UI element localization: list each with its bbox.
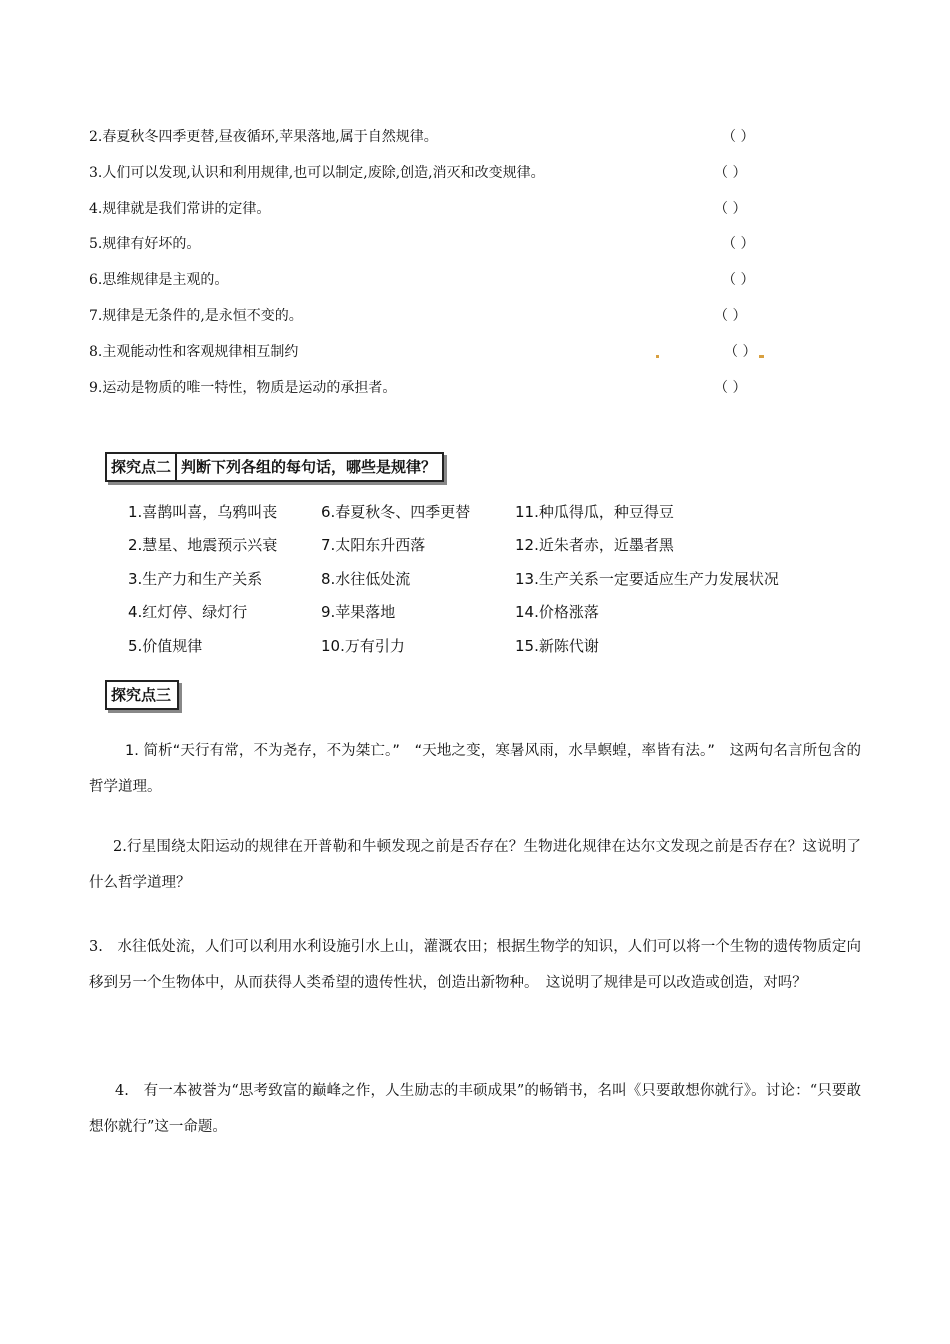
question-2: 2.行星围绕太阳运动的规律在开普勒和牛顿发现之前是否存在？生物进化规律在达尔文发现之前是否存在？这说明了什么哲学道理？ bbox=[89, 839, 861, 891]
question-3: 3. 水往低处流，人们可以利用水利设施引水上山，灌溉农田；根据生物学的知识，人们可以将一个生物的遗传物质定向移到另一个生物体中，从而获得人类希望的遗传性状，创造出新物种。 这说明了规律是可以改造或创造，对吗？ bbox=[89, 939, 861, 991]
watermark bbox=[357, 660, 367, 675]
grid-item: 11.种瓜得瓜，种豆得豆 bbox=[515, 503, 674, 521]
answer-paren[interactable]: （ ） bbox=[722, 236, 755, 252]
section-header-2 bbox=[105, 452, 444, 482]
answer-paren[interactable]: （ ） bbox=[714, 201, 747, 217]
answer-paren[interactable]: （ ） bbox=[722, 272, 755, 288]
answer-paren[interactable]: （ ） bbox=[724, 344, 757, 360]
section-tag: 探究点三 bbox=[111, 686, 172, 704]
grid-item: 6.春夏秋冬、四季更替 bbox=[321, 503, 471, 521]
section-header-3 bbox=[105, 680, 179, 710]
section-title: 判断下列各组的每句话，哪些是规律？ bbox=[181, 458, 437, 476]
judgment-item: 8.主观能动性和客观规律相互制约 bbox=[89, 344, 299, 360]
judgment-item: 6.思维规律是主观的。 bbox=[89, 272, 229, 288]
grid-item: 8.水往低处流 bbox=[321, 570, 411, 588]
answer-paren[interactable]: （ ） bbox=[722, 129, 755, 145]
judgment-item: 7.规律是无条件的,是永恒不变的。 bbox=[89, 308, 303, 324]
grid-item: 13.生产关系一定要适应生产力发展状况 bbox=[515, 570, 779, 588]
question-1: 1. 简析“天行有常，不为尧存，不为桀亡。” “天地之变，寒暑风雨，水旱螟蝗，率皆有法。” 这两句名言所包含的哲学道理。 bbox=[89, 743, 861, 795]
answer-paren[interactable]: （ ） bbox=[714, 165, 747, 181]
grid-item: 14.价格涨落 bbox=[515, 603, 599, 621]
grid-item: 15.新陈代谢 bbox=[515, 637, 599, 655]
answer-paren[interactable]: （ ） bbox=[714, 308, 747, 324]
judgment-item: 3.人们可以发现,认识和利用规律,也可以制定,废除,创造,消灭和改变规律。 bbox=[89, 165, 545, 181]
grid-item: 10.万有引力 bbox=[321, 637, 405, 655]
grid-item: 9.苹果落地 bbox=[321, 603, 396, 621]
answer-paren[interactable]: （ ） bbox=[714, 380, 747, 396]
question-4: 4. 有一本被誉为“思考致富的巅峰之作，人生励志的丰硕成果”的畅销书，名叫《只要敢想你就行》。讨论：“只要敢想你就行”这一命题。 bbox=[89, 1083, 861, 1135]
judgment-item: 5.规律有好坏的。 bbox=[89, 236, 201, 252]
judgment-item: 2.春夏秋冬四季更替,昼夜循环,苹果落地,属于自然规律。 bbox=[89, 129, 438, 145]
grid-item: 12.近朱者赤，近墨者黑 bbox=[515, 536, 674, 554]
grid-item: 7.太阳东升西落 bbox=[321, 536, 426, 554]
grid-item: 2.慧星、地震预示兴衰 bbox=[128, 536, 278, 554]
section-tag: 探究点二 bbox=[107, 454, 177, 480]
grid-item: 4.红灯停、绿灯行 bbox=[128, 603, 248, 621]
grid-item: 5.价值规律 bbox=[128, 637, 203, 655]
judgment-item: 9.运动是物质的唯一特性，物质是运动的承担者。 bbox=[89, 380, 397, 396]
judgment-item: 4.规律就是我们常讲的定律。 bbox=[89, 201, 271, 217]
grid-item: 3.生产力和生产关系 bbox=[128, 570, 263, 588]
stray-mark bbox=[759, 355, 764, 358]
stray-mark bbox=[656, 355, 659, 358]
grid-item: 1.喜鹊叫喜，乌鸦叫丧 bbox=[128, 503, 278, 521]
